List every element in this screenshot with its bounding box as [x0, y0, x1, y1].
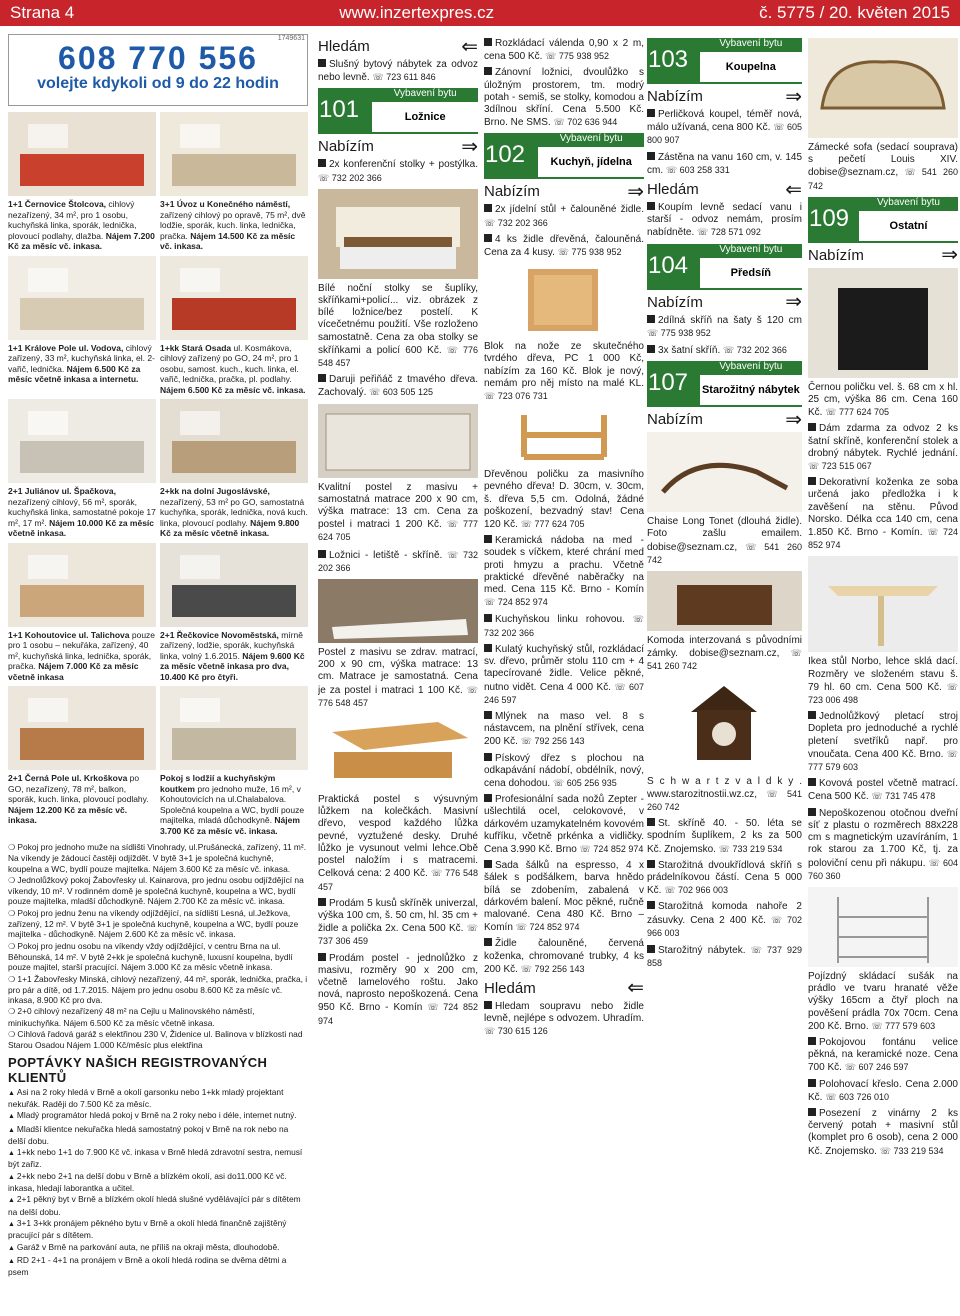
- wanted-item: ▲ 2+1 pěkný byt v Brně a blízkém okolí hledá slušné vydělávající pár s dítětem na delší dobu.: [8, 1194, 308, 1217]
- ad-item: 2x konferenční stolky + postýlka. ☏ 732 202 366: [318, 159, 478, 183]
- section-label: Hledám: [647, 181, 699, 199]
- listing-photo: [160, 686, 308, 770]
- listing-price: Nájem 9.800 Kč za měsíc včetně inkasa.: [160, 517, 300, 538]
- ad-item: Černou poličku vel. š. 68 cm x hl. 25 cm, výška 86 cm. Cena 160 Kč. ☏ 777 624 705: [808, 381, 958, 419]
- listing-card[interactable]: [160, 543, 308, 683]
- wanted-item: ▲ Asi na 2 roky hledá v Brně a okolí garsonku nebo 1+kk mladý projektant nekuřák. Raději do 7.500 Kč za měsíc.: [8, 1087, 308, 1110]
- cuckoo-clock-photo: [647, 678, 802, 772]
- wanted-header: [484, 977, 644, 1000]
- phone-number[interactable]: 608 770 556: [58, 40, 258, 76]
- category-title: Vybavení bytu: [700, 361, 802, 375]
- pull-out-bed-photo: [318, 714, 478, 790]
- ad-item: Židle čalouněné, červená koženka, chromované trubky, 4 ks 200 Kč. ☏ 792 256 143: [484, 938, 644, 975]
- category-label: Starožitný nábytek: [700, 375, 802, 405]
- wanted-item: ▲ 2+kk nebo 2+1 na delší dobu v Brně a blízkém okolí, asi do11.000 Kč vč. inkasa, hledají laborantka a učitel.: [8, 1171, 308, 1194]
- phone-hours: volejte kdykoli od 9 do 22 hodin: [37, 75, 279, 92]
- ad-item: Profesionální sada nožů Zepter - ušlechtilá ocel, celokovové, v dárkovém uzamykatelném kovovém kufříku, včetně prkénka a vidličky. Cena 3.990 Kč. Brno ☏ 724 852 974: [484, 794, 644, 855]
- listing-title: 1+1 Černovice Štolcova,: [8, 199, 107, 209]
- wanted-item: ▲ Garáž v Brně na parkování auta, ne příliš na okraji města, dlouhodobě.: [8, 1242, 308, 1254]
- listing-title: 2+1 Řečkovice Novoměstská,: [160, 629, 279, 640]
- listing-card[interactable]: [160, 399, 308, 539]
- category-label: Kuchyň, jídelna: [538, 147, 644, 177]
- ad-item: Pokojovou fontánu velice pěkná, na keramické noze. Cena 700 Kč. ☏ 607 246 597: [808, 1036, 958, 1074]
- category-103: [647, 38, 802, 84]
- ad-item: Nepoškozenou otočnou dveřní síť z plastu o rozměrech 88x228 cm s magnetickým uzavíráním, 1 rok starou za 1.700 Kč, tj. za poloviční cenu při nákupu. ☏ 604 760 360: [808, 807, 958, 881]
- category-title: Vybavení bytu: [700, 244, 802, 258]
- listing-photo: [160, 543, 308, 627]
- room-item: ❍ Pokoj pro jednu ženu na víkendy odjíždějící, na sídlišti Lesná, ul.Ježkova, zařízený, 12 m². V bytě 3+1 je společná kuchyně, koupelna a WC, bydlí pouze majitelka - důchodkyně. Nájem 2.600 Kč za měsíc vč. inkasa.: [8, 908, 308, 940]
- ad-item: Komoda interzovaná s původními zámky. dobise@seznam.cz, ☏ 541 260 742: [647, 635, 802, 672]
- category-104: [647, 244, 802, 290]
- ad-item: Posezení z vinárny 2 ks červený potah + masivní stůl (komplet pro 6 osob), cena 2 000 Kč. Znojemsko. ☏ 733 219 534: [808, 1107, 958, 1157]
- phone-box: [8, 34, 308, 106]
- ad-item: Mlýnek na maso vel. 8 s nástavcem, na plnění střívek, cena 200 Kč. ☏ 792 256 143: [484, 710, 644, 748]
- ad-item: Sada šálků na espresso, 4 x šálek s podšálkem, barva hnědo bílá se zdobením, zabalená v dárkovém balení. Moc pěkné, ručně malované. Cena 480 Kč. Brno – Komín ☏ 724 852 974: [484, 860, 644, 934]
- section-label: Hledám: [484, 979, 536, 997]
- listing-text: cihlový nezařízený, 34 m², pro 1 osobu, kuchyňská linka, sporák, lednička, plovoucí podlahy, dlažba.: [8, 199, 137, 241]
- nightstand-photo: [318, 189, 478, 279]
- arrow-right-icon: ⇒: [627, 180, 644, 203]
- page-number: Strana 4: [10, 3, 75, 22]
- ikea-table-photo: [808, 556, 958, 652]
- section-label: Nabízím: [484, 183, 540, 201]
- wanted-item: ▲ Mladý programátor hledá pokoj v Brně na 2 roky nebo i déle, internet nutný.: [8, 1110, 308, 1122]
- kitchen-column: [484, 34, 644, 1314]
- room-item: ❍ Pokoj pro jednoho muže na sídlišti Vinohrady, ul.Prušánecká, zařízený, 11 m². Na víkendy je žádoucí častěji odjíždět. V bytě 3+1 je společná kuchyně, koupelna a WC, bydlí pouze majitelka. Nájem 3.600 Kč za měsíc vč. inkasa.: [8, 842, 308, 874]
- ad-item: Prodám postel - jednolůžko z masivu, rozměry 90 x 200 cm, včetně lamelového roštu. Jako nová, naprosto nepoškozená. Cena 950 Kč. Brno - Komín ☏ 724 852 974: [318, 952, 478, 1026]
- wanted-header: [318, 35, 478, 58]
- ad-item: Perličková koupel, téměř nová, málo užívaná, cena 800 Kč. ☏ 605 800 907: [647, 109, 802, 146]
- ad-id: 1749631: [277, 35, 305, 42]
- issue-date: č. 5775 / 20. květen 2015: [759, 3, 950, 22]
- offer-header: [647, 85, 802, 108]
- arrow-left-icon: ⇐: [461, 35, 478, 58]
- category-101: [318, 88, 478, 134]
- wanted-list: [8, 1087, 308, 1278]
- ad-item: Starožitný nábytek. ☏ 737 929 858: [647, 945, 802, 969]
- listing-title: 1+1 Kohoutovice ul. Talichova: [8, 629, 130, 640]
- listing-card[interactable]: [8, 686, 156, 836]
- ad-item: Starožitná komoda nahoře 2 zásuvky. Cena 2 400 Kč. ☏ 702 966 003: [647, 901, 802, 938]
- ad-item: 2x jídelní stůl + čalouněné židle. ☏ 732 202 366: [484, 204, 644, 228]
- chaise-photo: [647, 432, 802, 512]
- listing-title: Pokoj s lodžií a kuchyňským koutkem: [160, 773, 276, 794]
- drying-rack-photo: [808, 887, 958, 967]
- offer-header: [647, 408, 802, 431]
- category-title: Vybavení bytu: [700, 38, 802, 52]
- ad-item: Dřevěnou poličku za masivního pevného dřeva! D. 30cm, v. 30cm, š. dřeva 5,5 cm. Odolná, žádné poškození, bezvadný stav! Cena 120 Kč. ☏ 777 624 705: [484, 469, 644, 531]
- listing-price: Nájem 10.000 Kč za měsíc včetně inkasa.: [8, 517, 155, 538]
- ad-item: Kovová postel včetně matrací. Cena 500 Kč. ☏ 731 745 478: [808, 778, 958, 803]
- listing-text: pouze pro 1 osobu – nekuřáka, zařízený, 40 m², kuchyňská linka, lednička, sporák, pračka.: [8, 629, 156, 671]
- ad-item: 2dílná skříň na šaty š 120 cm ☏ 775 938 952: [647, 314, 802, 338]
- listing-title: 2+1 Černá Pole ul. Krkoškova: [8, 773, 128, 783]
- category-102: [484, 133, 644, 179]
- listing-title: 1+kk Stará Osada: [160, 342, 232, 353]
- listing-text: ul. Kosmákova, cihlový zařízený po GO, 24 m², pro 1 osobu, samost. kuch., kuch. linka, el. vařič, lednička, pračka, pl. podlahy.: [160, 342, 299, 384]
- ad-item: Ložnici - letiště - skříně. ☏ 732 202 366: [318, 549, 478, 573]
- ad-item: S c h w a r t z v a l d k y . www.starozitnostii.wz.cz, ☏ 541 260 742: [647, 775, 802, 813]
- category-number: 101: [318, 96, 360, 124]
- listing-price: Nájem 9.600 Kč za měsíc včetně inkasa pro dva, 10.400 Kč pro čtyři.: [160, 650, 305, 682]
- arrow-left-icon: ⇐: [627, 977, 644, 1000]
- listing-photo: [160, 112, 308, 196]
- offer-header: [318, 135, 478, 158]
- listing-price: Nájem 3.700 Kč za měsíc vč. inkasa.: [160, 815, 300, 836]
- ad-item: Blok na nože ze skutečného tvrdého dřeva, PC 1 000 Kč, nabízím za 160 Kč. Blok je nový, nemám pro něj místo na malé KL. ☏ 723 076 731: [484, 341, 644, 402]
- category-number: 102: [484, 141, 526, 169]
- listing-card[interactable]: [160, 256, 308, 396]
- ad-item: Polohovací křeslo. Cena 2.000 Kč. ☏ 603 726 010: [808, 1078, 958, 1103]
- section-label: Nabízím: [647, 293, 703, 311]
- listing-text: cihlový zařízený, 33 m², kuchyňská linka, el. 2-vařič, lednička.: [8, 342, 155, 374]
- arrow-right-icon: ⇒: [785, 85, 802, 108]
- site-url[interactable]: www.inzertexpres.cz: [339, 3, 495, 22]
- listing-text: nezařízený cihlový, 56 m², sporák, kuchyňská linka, samostatné pokoje 17 m², 17 m².: [8, 496, 156, 528]
- rooms-list: [8, 842, 308, 1051]
- wanted-item: ▲ Mladší klientce nekuřačka hledá samostatný pokoj v Brně na rok nebo na delší dobu.: [8, 1124, 308, 1147]
- wanted-header: [647, 178, 802, 201]
- ad-item: Praktická postel s výsuvným lůžkem na kolečkách. Masivní dřevo, vespod každého lůžka pevné, vyztužené desky. Druhé lůžko je vysunout velmi lehce.Obě postel naložím i s matracemi. Celková cena: 2 400 Kč. ☏ 776 548 457: [318, 794, 478, 892]
- wanted-heading: POPTÁVKY NAŠICH REGISTROVANÝCH KLIENTŮ: [8, 1054, 268, 1085]
- ad-item: Kulatý kuchyňský stůl, rozkládací sv. dřevo, průměr stolu 110 cm + 4 tapecírované židle. Velice pěkné, nutno vidět. Cena 4 000 Kč. ☏ 607 246 597: [484, 643, 644, 705]
- ad-item: Postel z masivu se zdrav. matrací, 200 x 90 cm, výška matrace: 13 cm. Matrace je samostatná. Cena je za postel i matraci 1 100 Kč. ☏ 776 548 457: [318, 647, 478, 708]
- listing-card[interactable]: [160, 686, 308, 836]
- category-109: [808, 197, 958, 243]
- ad-item: Kuchyňskou linku rohovou. ☏ 732 202 366: [484, 614, 644, 638]
- wanted-item: ▲ 1+kk nebo 1+1 do 7.900 Kč vč. inkasa v Brně hledá zdravotní sestra, nemusí být zařiz.: [8, 1147, 308, 1170]
- wanted-item: ▲ 3+1 3+kk pronájem pěkného bytu v Brně a okolí hledá finančně zajištěný pracující pár s dítětem.: [8, 1218, 308, 1241]
- category-label: Předsíň: [700, 258, 802, 288]
- category-number: 103: [647, 46, 689, 73]
- listing-photo: [8, 543, 156, 627]
- listing-card[interactable]: [8, 112, 156, 252]
- section-label: Nabízím: [647, 88, 703, 105]
- category-number: 109: [808, 204, 850, 232]
- ad-item: Zánovní ložnici, dvoulůžko s úložným prostorem, tm. modrý potah - semiš, se stolky, komodou a 3dílnou skříní. Cena 5.500 Kč. Brno. Ne SMS. ☏ 702 636 944: [484, 67, 644, 129]
- listing-title: 3+1 Úvoz u Konečného náměstí,: [160, 199, 291, 209]
- listing-price: Nájem 6.500 Kč za měsíc včetně inkasa a internetu.: [8, 363, 141, 384]
- ad-item: 4 ks židle dřevěná, čalouněná. Cena za 4 kusy. ☏ 775 938 952: [484, 233, 644, 259]
- listing-card[interactable]: [8, 399, 156, 539]
- category-title: Vybavení bytu: [538, 133, 644, 147]
- ad-item: Ikea stůl Norbo, lehce sklá dací. Rozměry ve složeném stavu š. 79 hl. 60 cm. Cena 500 Kč. ☏ 723 006 498: [808, 656, 958, 706]
- ad-item: 3x šatní skříň. ☏ 732 202 366: [647, 344, 802, 357]
- ad-item: Pískový dřez s plochou na odkapávání nádobí, obdélník, nový, cena dohodou. ☏ 605 256 935: [484, 752, 644, 789]
- page-header: [0, 0, 960, 26]
- bedroom-column: [318, 34, 478, 1314]
- room-item: ❍ Pokoj pro jednu osobu na víkendy vždy odjíždějící, v centru Brna na ul. Běhounská, 14 m². V bytě 2+kk je společná kuchyně, luxusní koupelna, bydlí pouze majitel, starší pracující. Nájem 3.000 Kč za měsíc včetně inkasa.: [8, 941, 308, 973]
- section-label: Nabízím: [318, 138, 374, 156]
- listing-text: po GO, nezařízený, 78 m², balkon, sporák, kuch. linka, plovoucí podlahy.: [8, 773, 149, 804]
- sofa-photo: [808, 38, 958, 138]
- category-107: [647, 361, 802, 407]
- section-label: Hledám: [318, 38, 370, 55]
- listing-card[interactable]: [8, 256, 156, 396]
- bed-photo: [318, 404, 478, 478]
- listing-text: zařízený cihlový po opravě, 75 m², dvě lodžie, sporák, kuch. linka, lednička, pračka.: [160, 209, 306, 241]
- category-label: Ostatní: [859, 211, 958, 241]
- ad-item: Daruji peřiňáč z tmavého dřeva. Zachovalý. ☏ 603 505 125: [318, 374, 478, 399]
- category-label: Koupelna: [700, 52, 802, 82]
- listing-price: Nájem 7.000 Kč za měsíc včetně inkasa: [8, 661, 139, 682]
- listing-title: 2+kk na dolní Jugoslávské,: [160, 486, 270, 496]
- category-number: 104: [647, 251, 689, 279]
- listing-price: Nájem 6.500 Kč za měsíc vč. inkasa.: [160, 384, 306, 395]
- ad-item: Hledam soupravu nebo židle levně, nejlépe s odvozem. Uhradím. ☏ 730 615 126: [484, 1000, 644, 1037]
- dresser-photo: [647, 571, 802, 631]
- arrow-right-icon: ⇒: [785, 291, 802, 314]
- listing-text: mírně zařízený, lodžie, sporák, kuchyňská linka, volný 1.6.2015.: [160, 629, 303, 661]
- offer-header: [647, 291, 802, 314]
- listing-text: nezařízený, 53 m² po GO, samostatná kuchyňka, sporák, lednička, nová kuch. linka, plovoucí podlahy.: [160, 496, 308, 528]
- black-shelf-photo: [808, 268, 958, 378]
- listing-text: pro jednoho muže, 16 m², v Kohoutovicích na ul.Chalabalova. Společná koupelna a WC, bydlí pouze majitelka, mladá důchodkyně.: [160, 783, 305, 825]
- ad-item: Prodám 5 kusů skříněk univerzal, výška 100 cm, š. 50 cm, hl. 35 cm + židle a polička 2x. Cena 500 Kč. ☏ 737 306 459: [318, 897, 478, 947]
- ad-item: Kvalitní postel z masivu + samostatná matrace 200 x 90 cm, výška matrace: 13 cm. Cena za postel i matraci 1 200 Kč. ☏ 777 624 705: [318, 481, 478, 543]
- listing-title: 2+1 Juliánov ul. Špačkova,: [8, 486, 116, 496]
- listing-photo: [8, 686, 156, 770]
- ad-item: St. skříně 40. - 50. léta se spodním šuplíkem, 2 ks za 500 Kč. Znojemsko. ☏ 733 219 534: [647, 818, 802, 855]
- real-estate-grid: [8, 112, 308, 836]
- arrow-right-icon: ⇒: [941, 244, 958, 267]
- listing-photo: [8, 399, 156, 483]
- arrow-right-icon: ⇒: [461, 135, 478, 158]
- listing-title: 1+1 Králove Pole ul. Vodova,: [8, 342, 124, 353]
- ad-item: Dekorativní koženka ze soba určená jako předložka i k zavěšení na stěnu. Původ Norsko. Délka cca 140 cm, cena 1.850 Kč. Brno - Komín. ☏ 724 852 974: [808, 477, 958, 551]
- listing-price: Nájem 14.500 Kč za měsíc vč. inkasa.: [160, 230, 296, 251]
- bathroom-column: [647, 34, 802, 1314]
- ad-item: Keramická nádoba na med - soudek s víčkem, které chrání med proti hmyzu a prachu. Včetně praktické dřevěné naběračky na med. Cena 115 Kč. Brno - Komín ☏ 724 852 974: [484, 535, 644, 608]
- ad-item: Jednolůžkový pletací stroj Dopleta pro jednoduché a rychlé pletení svetříků např. pro vnoučata. Cena 400 Kč. Brno. ☏ 777 579 603: [808, 711, 958, 773]
- ad-item: Pojízdný skládací sušák na prádlo ve tvaru hranaté věže výšky 165cm a čtyř ploch na pověšení prádla 70x 70cm. Cena 200 Kč. Brno. ☏ 777 579 603: [808, 970, 958, 1032]
- listing-photo: [160, 399, 308, 483]
- ad-item: Starožitná dvoukřídlová skříň s prádelníkovou částí. Cena 5 000 Kč. ☏ 702 966 003: [647, 859, 802, 897]
- wanted-item: ▲ RD 2+1 - 4+1 na pronájem v Brně a okolí hledá rodina se dvěma dětmi a psem: [8, 1255, 308, 1278]
- shelf-photo: [484, 407, 644, 465]
- section-label: Nabízím: [808, 246, 864, 264]
- ad-item: Rozkládací válenda 0,90 x 2 m, cena 500 Kč. ☏ 775 938 952: [484, 38, 644, 63]
- section-label: Nabízím: [647, 411, 703, 429]
- listing-card[interactable]: [160, 112, 308, 252]
- room-item: ❍ 2+0 cihlový nezařízený 48 m² na Cejlu u Malinovského náměstí, minikuchyňka. Nájem 6.500 Kč za měsíc včetně inkasa.: [8, 1006, 308, 1028]
- category-title: Vybavení bytu: [859, 197, 958, 211]
- ad-item: Bílé noční stolky se šuplíky, skříňkami+policí... viz. obrázek z bílé ložnice/bez postelí. K vícečetnému použití. Vše rozloženo samostatně. Cena za oba stolky se skříňkami a policí 600 Kč. ☏ 776 548 457: [318, 282, 478, 369]
- category-number: 107: [647, 369, 689, 397]
- ad-item: Zámecké sofa (sedací souprava) s pečetí Louis XIV. dobise@seznam.cz, ☏ 541 260 742: [808, 142, 958, 191]
- other-column: [808, 34, 958, 1314]
- listing-photo: [8, 112, 156, 196]
- listing-card[interactable]: [8, 543, 156, 683]
- room-item: ❍ Jednolůžkový pokoj Žabovřesky ul. Kainarova, pro jednu osobu odjíždějící na víkendy, 10 m². V rodinném domě je společná kuchyně, koupelna a WC, bydlí pouze majitelka, mladší důchodkyně. Nájem 2.700 Kč za měsíc vč. inkasa.: [8, 875, 308, 907]
- listing-price: Nájem 7.200 Kč za měsíc vč. inkasa.: [8, 230, 155, 251]
- ad-item: Dám zdarma za odvoz 2 ks šatní skříně, konferenční stolek a drobný nábytek. Rychlé jednání. ☏ 723 515 067: [808, 423, 958, 472]
- room-item: ❍ Cihlová řadová garáž s elektřinou 230 V, Židenice ul. Balinova v blízkosti nad Starou Osadou Nájem 1.000 Kč/měsíc plus elektřina: [8, 1029, 308, 1051]
- arrow-right-icon: ⇒: [785, 408, 802, 431]
- ad-item: Zástěna na vanu 160 cm, v. 145 cm. ☏ 603 258 331: [647, 151, 802, 176]
- room-item: ❍ 1+1 Žabovřesky Minská, cihlový nezařízený, 44 m², sporák, lednička, pračka, i pro pár a dítě, od 1.7.2015. Nájem pro jednu osobu 8.600 Kč za měsíc vč. inkasa, 8.900 Kč pro dva.: [8, 974, 308, 1006]
- category-label: Ložnice: [372, 102, 478, 132]
- listing-photo: [8, 256, 156, 340]
- listing-photo: [160, 256, 308, 340]
- listing-price: Nájem 12.200 Kč za měsíc vč. inkasa.: [8, 804, 128, 825]
- offer-header: [808, 244, 958, 267]
- category-title: Vybavení bytu: [372, 88, 478, 102]
- arrow-left-icon: ⇐: [785, 178, 802, 201]
- ad-item: Chaise Long Tonet (dlouhá židle). Foto zašlu emailem. dobise@seznam.cz, ☏ 541 260 742: [647, 516, 802, 565]
- mattress-photo: [318, 579, 478, 643]
- ad-item: Koupím levně sedací vanu i starší - odvoz nemám, prosím nabídněte. ☏ 728 571 092: [647, 202, 802, 239]
- offer-header: [484, 180, 644, 203]
- knife-block-photo: [484, 263, 644, 337]
- real-estate-column: [8, 34, 308, 1314]
- ad-item: Slušný bytový nábytek za odvoz nebo levně. ☏ 723 611 846: [318, 59, 478, 84]
